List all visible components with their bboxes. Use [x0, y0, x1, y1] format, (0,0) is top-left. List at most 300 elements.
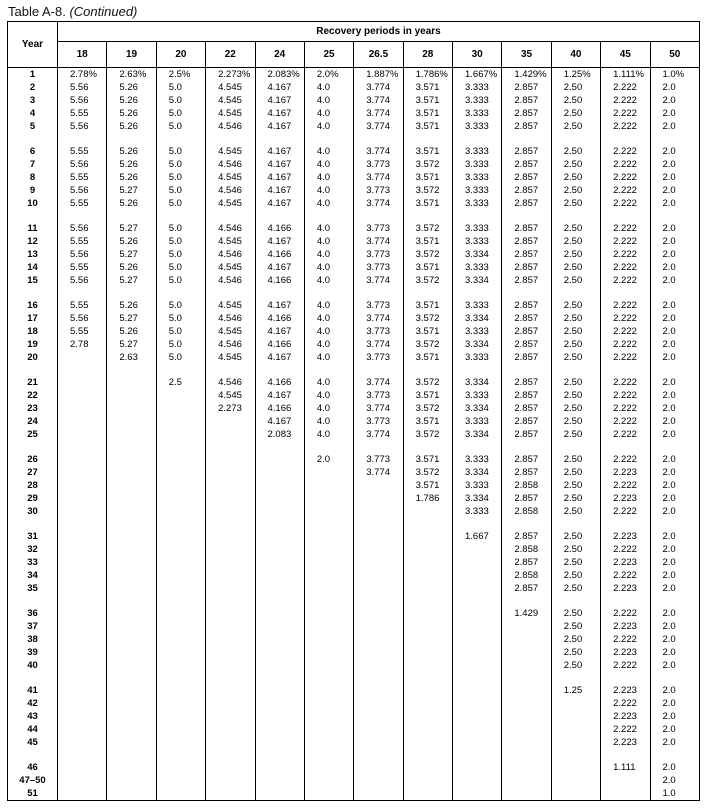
spacer-cell: [601, 518, 650, 530]
rate-cell: 4.167: [255, 184, 304, 197]
spacer-cell: [156, 287, 205, 299]
rate-cell: 5.0: [156, 235, 205, 248]
spacer-cell: [403, 133, 452, 145]
table-row: [8, 787, 700, 801]
rate-cell: 2.857: [502, 453, 551, 466]
rate-cell: 4.167: [255, 171, 304, 184]
spacer-cell: [8, 518, 58, 530]
rate-cell: [453, 633, 502, 646]
rate-cell: 3.773: [354, 389, 403, 402]
rate-cell: 2.222: [601, 697, 650, 710]
rate-cell: 2.857: [502, 197, 551, 210]
rate-cell: 4.546: [206, 338, 255, 351]
rate-cell: 2.0: [650, 530, 700, 543]
table-row: [8, 107, 700, 120]
rate-cell: 3.774: [354, 94, 403, 107]
rate-cell: [551, 787, 600, 801]
spacer-cell: [304, 133, 353, 145]
rate-cell: [107, 428, 156, 441]
table-row: [8, 338, 700, 351]
rate-cell: [304, 505, 353, 518]
period-column-header: 20: [156, 42, 205, 68]
rate-cell: 5.26: [107, 299, 156, 312]
table-row: [8, 659, 700, 672]
rate-cell: 2.0: [650, 607, 700, 620]
rate-cell: 2.857: [502, 248, 551, 261]
rate-cell: 3.571: [403, 325, 452, 338]
spacer-cell: [453, 672, 502, 684]
rate-cell: [58, 569, 107, 582]
rate-cell: 3.773: [354, 325, 403, 338]
rate-cell: 3.572: [403, 376, 452, 389]
year-cell: 29: [8, 492, 58, 505]
rate-cell: 3.774: [354, 274, 403, 287]
group-header-row: [8, 22, 700, 42]
rate-cell: [453, 761, 502, 774]
rate-cell: 5.0: [156, 197, 205, 210]
spacer-cell: [58, 749, 107, 761]
rate-cell: [58, 505, 107, 518]
rate-cell: 3.571: [403, 453, 452, 466]
rate-cell: [58, 646, 107, 659]
rate-cell: [403, 723, 452, 736]
period-column-header: 22: [206, 42, 255, 68]
rate-cell: 2.223: [601, 492, 650, 505]
year-cell: 14: [8, 261, 58, 274]
rate-cell: [255, 543, 304, 556]
table-row: [8, 633, 700, 646]
year-cell: 20: [8, 351, 58, 364]
spacer-cell: [650, 672, 700, 684]
rate-cell: 5.55: [58, 299, 107, 312]
spacer-cell: [551, 518, 600, 530]
spacer-cell: [403, 287, 452, 299]
rate-cell: 4.0: [304, 158, 353, 171]
rate-cell: [206, 543, 255, 556]
spacer-cell: [650, 749, 700, 761]
rate-cell: 4.0: [304, 376, 353, 389]
rate-cell: [156, 646, 205, 659]
rate-cell: [156, 774, 205, 787]
table-row: [8, 415, 700, 428]
rate-cell: 5.56: [58, 81, 107, 94]
rate-cell: 4.545: [206, 81, 255, 94]
table-continued-label: (Continued): [69, 4, 138, 19]
rate-cell: 2.0: [650, 710, 700, 723]
rate-cell: 2.222: [601, 158, 650, 171]
rate-cell: 2.222: [601, 120, 650, 133]
rate-cell: 3.572: [403, 312, 452, 325]
rate-cell: [304, 684, 353, 697]
rate-cell: 1.667%: [453, 68, 502, 82]
rate-cell: 3.773: [354, 351, 403, 364]
rate-cell: [107, 453, 156, 466]
table-row: [8, 312, 700, 325]
rate-cell: [58, 659, 107, 672]
rate-cell: [58, 492, 107, 505]
spacer-cell: [107, 287, 156, 299]
year-cell: 7: [8, 158, 58, 171]
rate-cell: 5.0: [156, 222, 205, 235]
rate-cell: 4.0: [304, 351, 353, 364]
spacer-cell: [601, 133, 650, 145]
rate-cell: 2.857: [502, 222, 551, 235]
rate-cell: [453, 723, 502, 736]
table-row: [8, 684, 700, 697]
rate-cell: [156, 530, 205, 543]
rate-cell: [354, 761, 403, 774]
rate-cell: 3.334: [453, 248, 502, 261]
rate-cell: 5.56: [58, 222, 107, 235]
rate-cell: [601, 774, 650, 787]
rate-cell: 2.857: [502, 235, 551, 248]
rate-cell: 5.55: [58, 197, 107, 210]
rate-cell: 2.857: [502, 274, 551, 287]
spacer-cell: [8, 287, 58, 299]
rate-cell: 5.55: [58, 261, 107, 274]
rate-cell: 2.222: [601, 312, 650, 325]
rate-cell: 3.333: [453, 197, 502, 210]
rate-cell: 4.0: [304, 235, 353, 248]
year-cell: 19: [8, 338, 58, 351]
spacer-cell: [502, 672, 551, 684]
table-row: [8, 582, 700, 595]
rate-cell: [156, 505, 205, 518]
rate-cell: 2.222: [601, 505, 650, 518]
spacer-cell: [403, 364, 452, 376]
rate-cell: 2.50: [551, 299, 600, 312]
rate-cell: 2.0: [650, 299, 700, 312]
rate-cell: 2.222: [601, 171, 650, 184]
rate-cell: 2.223: [601, 582, 650, 595]
year-cell: 9: [8, 184, 58, 197]
rate-cell: 2.222: [601, 197, 650, 210]
rate-cell: 3.333: [453, 389, 502, 402]
spacer-cell: [502, 364, 551, 376]
rate-cell: 3.773: [354, 184, 403, 197]
spacer-cell: [650, 287, 700, 299]
rate-cell: 2.50: [551, 171, 600, 184]
rate-cell: 3.333: [453, 351, 502, 364]
rate-cell: 2.857: [502, 158, 551, 171]
rate-cell: [107, 659, 156, 672]
rate-cell: [107, 736, 156, 749]
rate-cell: [304, 530, 353, 543]
spacer-cell: [650, 364, 700, 376]
table-row: [8, 761, 700, 774]
rate-cell: [502, 646, 551, 659]
rate-cell: [304, 646, 353, 659]
rate-cell: [206, 736, 255, 749]
rate-cell: 2.222: [601, 145, 650, 158]
table-body: [8, 68, 700, 801]
rate-cell: [58, 761, 107, 774]
table-row: [8, 620, 700, 633]
rate-cell: 2.0: [650, 697, 700, 710]
rate-cell: 2.0: [650, 736, 700, 749]
year-cell: 15: [8, 274, 58, 287]
rate-cell: 2.222: [601, 184, 650, 197]
rate-cell: 2.0: [650, 723, 700, 736]
spacer-cell: [255, 287, 304, 299]
rate-cell: 2.857: [502, 261, 551, 274]
rate-cell: 2.223: [601, 710, 650, 723]
spacer-cell: [58, 518, 107, 530]
rate-cell: 2.222: [601, 274, 650, 287]
table-row: [8, 120, 700, 133]
rate-cell: 2.222: [601, 338, 650, 351]
spacer-cell: [156, 749, 205, 761]
period-column-header: 28: [403, 42, 452, 68]
rate-cell: [206, 505, 255, 518]
rate-cell: [156, 787, 205, 801]
spacer-cell: [255, 364, 304, 376]
rate-cell: 3.571: [403, 351, 452, 364]
rate-cell: 4.0: [304, 415, 353, 428]
rate-cell: 5.55: [58, 107, 107, 120]
rate-cell: [502, 710, 551, 723]
year-cell: 5: [8, 120, 58, 133]
year-cell: 2: [8, 81, 58, 94]
rate-cell: 2.857: [502, 338, 551, 351]
rate-cell: 2.50: [551, 415, 600, 428]
rate-cell: 2.222: [601, 261, 650, 274]
rate-cell: 4.167: [255, 145, 304, 158]
spacer-cell: [601, 672, 650, 684]
spacer-cell: [502, 518, 551, 530]
spacer-cell: [304, 287, 353, 299]
spacer-cell: [304, 595, 353, 607]
rate-cell: [255, 607, 304, 620]
table-row: [8, 479, 700, 492]
rate-cell: 2.63: [107, 351, 156, 364]
rate-cell: 4.545: [206, 107, 255, 120]
rate-cell: 4.0: [304, 389, 353, 402]
rate-cell: 3.334: [453, 338, 502, 351]
rate-cell: 1.429: [502, 607, 551, 620]
rate-cell: 2.0: [650, 261, 700, 274]
rate-cell: 3.572: [403, 466, 452, 479]
rate-cell: 2.50: [551, 235, 600, 248]
rate-cell: 2.0: [650, 620, 700, 633]
rate-cell: [255, 723, 304, 736]
rate-cell: [304, 543, 353, 556]
rate-cell: 1.25: [551, 684, 600, 697]
year-cell: 10: [8, 197, 58, 210]
year-cell: 41: [8, 684, 58, 697]
rate-cell: [354, 697, 403, 710]
spacer-cell: [107, 672, 156, 684]
rate-cell: 2.857: [502, 466, 551, 479]
period-column-header: 24: [255, 42, 304, 68]
rate-cell: 2.222: [601, 299, 650, 312]
table-row: [8, 94, 700, 107]
rate-cell: 4.167: [255, 107, 304, 120]
spacer-cell: [156, 364, 205, 376]
rate-cell: [206, 492, 255, 505]
rate-cell: 2.50: [551, 479, 600, 492]
rate-cell: 4.0: [304, 312, 353, 325]
rate-cell: [354, 530, 403, 543]
rate-cell: 2.0: [650, 376, 700, 389]
rate-cell: 4.167: [255, 197, 304, 210]
rate-cell: 3.334: [453, 466, 502, 479]
year-cell: 21: [8, 376, 58, 389]
year-cell: 17: [8, 312, 58, 325]
rate-cell: 2.5%: [156, 68, 205, 82]
rate-cell: [156, 710, 205, 723]
rate-cell: 5.0: [156, 107, 205, 120]
rate-cell: 3.774: [354, 107, 403, 120]
spacer-cell: [453, 749, 502, 761]
spacer-cell: [650, 518, 700, 530]
rate-cell: [403, 774, 452, 787]
rate-cell: [156, 389, 205, 402]
table-row: [8, 81, 700, 94]
rate-cell: [354, 633, 403, 646]
rate-cell: [453, 646, 502, 659]
rate-cell: [156, 607, 205, 620]
rate-cell: [156, 466, 205, 479]
rate-cell: 3.773: [354, 299, 403, 312]
rate-cell: 2.223: [601, 620, 650, 633]
rate-cell: [453, 736, 502, 749]
rate-cell: [107, 723, 156, 736]
year-cell: 44: [8, 723, 58, 736]
rate-cell: 2.858: [502, 479, 551, 492]
spacer-cell: [453, 441, 502, 453]
rate-cell: 2.50: [551, 633, 600, 646]
rate-cell: [58, 376, 107, 389]
rate-cell: [453, 556, 502, 569]
rate-cell: 2.50: [551, 312, 600, 325]
rate-cell: 2.0: [650, 248, 700, 261]
rate-cell: [206, 479, 255, 492]
rate-cell: [403, 530, 452, 543]
rate-cell: [304, 620, 353, 633]
year-cell: 36: [8, 607, 58, 620]
rate-cell: 2.50: [551, 659, 600, 672]
table-row: [8, 145, 700, 158]
table-row: [8, 646, 700, 659]
table-row: [8, 556, 700, 569]
spacer-cell: [650, 210, 700, 222]
rate-cell: [403, 761, 452, 774]
rate-cell: [502, 723, 551, 736]
rate-cell: 5.56: [58, 94, 107, 107]
rate-cell: [206, 633, 255, 646]
rate-cell: [58, 736, 107, 749]
rate-cell: 5.26: [107, 235, 156, 248]
rate-cell: [255, 633, 304, 646]
rate-cell: [156, 684, 205, 697]
table-row: [8, 505, 700, 518]
group-spacer-row: [8, 133, 700, 145]
table-row: [8, 325, 700, 338]
spacer-cell: [255, 595, 304, 607]
rate-cell: 4.0: [304, 274, 353, 287]
year-cell: 28: [8, 479, 58, 492]
spacer-cell: [453, 518, 502, 530]
year-cell: 6: [8, 145, 58, 158]
year-cell: 45: [8, 736, 58, 749]
rate-cell: 2.50: [551, 248, 600, 261]
rate-cell: 5.0: [156, 145, 205, 158]
rate-cell: 3.333: [453, 222, 502, 235]
rate-cell: 2.857: [502, 428, 551, 441]
table-row: [8, 710, 700, 723]
year-cell: 46: [8, 761, 58, 774]
rate-cell: 3.333: [453, 505, 502, 518]
rate-cell: [304, 787, 353, 801]
rate-cell: 5.56: [58, 248, 107, 261]
rate-cell: [304, 582, 353, 595]
rate-cell: 2.222: [601, 81, 650, 94]
rate-cell: [354, 646, 403, 659]
rate-cell: [255, 659, 304, 672]
period-column-header: 25: [304, 42, 353, 68]
spacer-cell: [255, 518, 304, 530]
rate-cell: 2.0: [650, 582, 700, 595]
period-column-header: 40: [551, 42, 600, 68]
rate-cell: 4.545: [206, 235, 255, 248]
rate-cell: [156, 543, 205, 556]
rate-cell: 2.5: [156, 376, 205, 389]
rate-cell: 2.0: [650, 171, 700, 184]
rate-cell: 3.774: [354, 376, 403, 389]
rate-cell: [403, 646, 452, 659]
period-column-header: 30: [453, 42, 502, 68]
rate-cell: 3.571: [403, 299, 452, 312]
rate-cell: 1.111%: [601, 68, 650, 82]
spacer-cell: [255, 210, 304, 222]
spacer-cell: [601, 749, 650, 761]
spacer-cell: [107, 749, 156, 761]
rate-cell: 3.774: [354, 145, 403, 158]
rate-cell: [58, 556, 107, 569]
rate-cell: 2.0: [650, 197, 700, 210]
rate-cell: 5.26: [107, 261, 156, 274]
rate-cell: [502, 736, 551, 749]
rate-cell: [156, 556, 205, 569]
rate-cell: 4.166: [255, 312, 304, 325]
table-row: [8, 68, 700, 82]
rate-cell: 2.50: [551, 492, 600, 505]
rate-cell: 2.0: [650, 312, 700, 325]
rate-cell: [107, 492, 156, 505]
rate-cell: [502, 774, 551, 787]
spacer-cell: [58, 287, 107, 299]
rate-cell: 2.50: [551, 81, 600, 94]
spacer-cell: [58, 672, 107, 684]
rate-cell: [354, 620, 403, 633]
spacer-cell: [453, 210, 502, 222]
year-column-header: Year: [8, 22, 58, 68]
rate-cell: 2.857: [502, 312, 551, 325]
rate-cell: 2.0: [650, 389, 700, 402]
page-title: [8, 3, 137, 20]
rate-cell: 2.50: [551, 338, 600, 351]
rate-cell: 4.545: [206, 389, 255, 402]
rate-cell: 3.774: [354, 312, 403, 325]
rate-cell: [156, 697, 205, 710]
rate-cell: 5.56: [58, 274, 107, 287]
rate-cell: [354, 723, 403, 736]
rate-cell: 3.571: [403, 389, 452, 402]
rate-cell: [403, 684, 452, 697]
rate-cell: 2.63%: [107, 68, 156, 82]
rate-cell: 4.166: [255, 274, 304, 287]
